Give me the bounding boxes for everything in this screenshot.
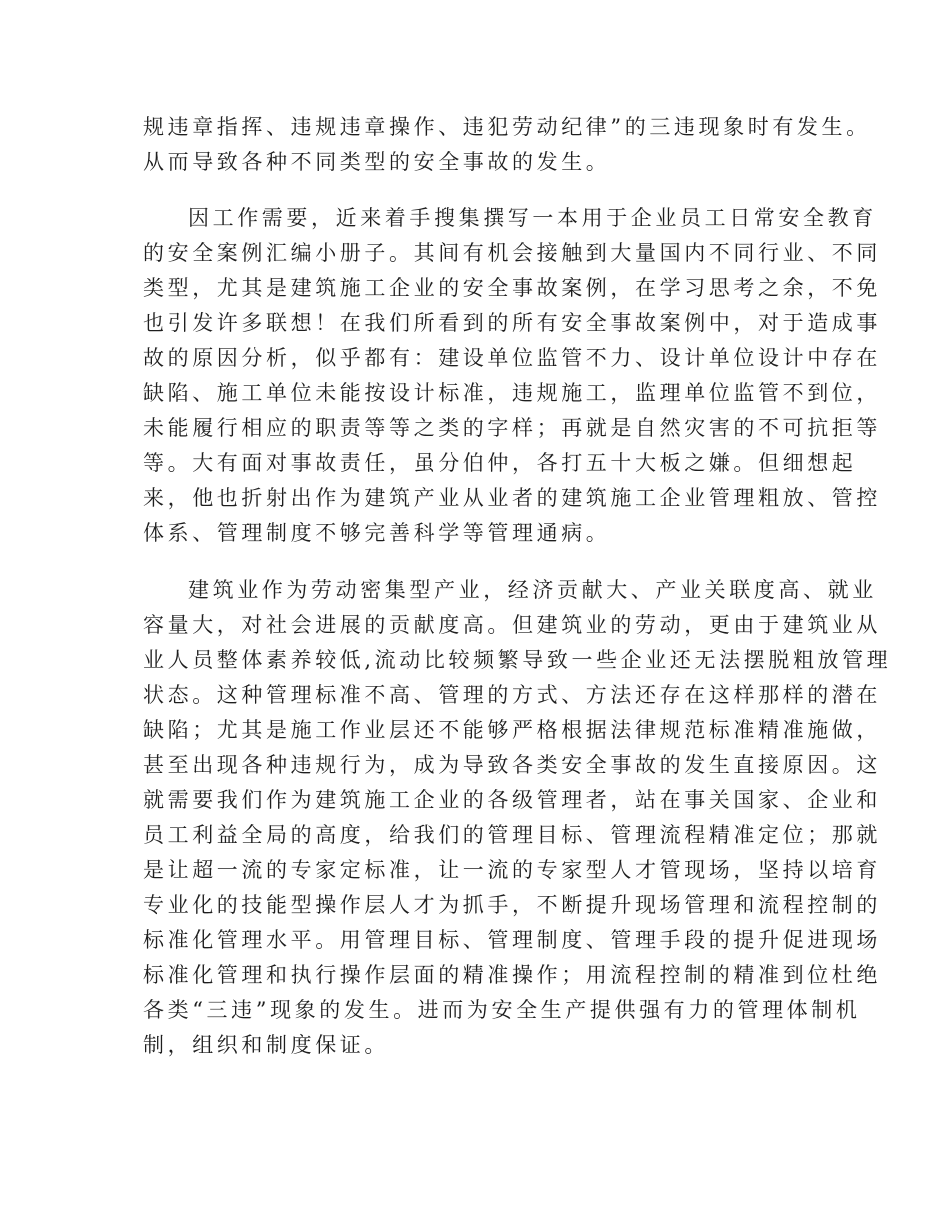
text-line: 故的原因分析，似乎都有：建设单位监管不力、设计单位设计中存在 — [143, 346, 881, 370]
text-line: 缺陷、施工单位未能按设计标准，违规施工，监理单位监管不到位， — [143, 381, 881, 405]
text-line: 规违章指挥、违规违章操作、违犯劳动纪律”的三违现象时有发生。 — [143, 115, 871, 139]
text-line: 标准化管理和执行操作层面的精准操作；用流程控制的精准到位杜绝 — [143, 963, 881, 987]
text-line: 体系、管理制度不够完善科学等管理通病。 — [143, 521, 611, 545]
text-line: 因工作需要，近来着手搜集撰写一本用于企业员工日常安全教育 — [188, 206, 877, 230]
text-line: 专业化的技能型操作层人才为抓手，不断提升现场管理和流程控制的 — [143, 893, 881, 917]
text-line: 各类“三违”现象的发生。进而为安全生产提供强有力的管理体制机 — [143, 998, 861, 1022]
text-line: 状态。这种管理标准不高、管理的方式、方法还存在这样那样的潜在 — [143, 683, 881, 707]
text-line: 也引发许多联想！在我们所看到的所有安全事故案例中，对于造成事 — [143, 311, 881, 335]
text-line: 缺陷；尤其是施工作业层还不能够严格根据法律规范标准精准施做， — [143, 718, 881, 742]
text-line: 业人员整体素养较低,流动比较频繁导致一些企业还无法摆脱粗放管理 — [143, 648, 892, 672]
text-line: 未能履行相应的职责等等之类的字样；再就是自然灾害的不可抗拒等 — [143, 416, 881, 440]
text-line: 容量大，对社会进展的贡献度高。但建筑业的劳动，更由于建筑业从 — [143, 613, 881, 637]
text-line: 是让超一流的专家定标准，让一流的专家型人才管现场，坚持以培育 — [143, 858, 881, 882]
text-line: 制，组织和制度保证。 — [143, 1033, 389, 1057]
text-line: 等。大有面对事故责任，虽分伯仲，各打五十大板之嫌。但细想起 — [143, 451, 857, 475]
text-line: 甚至出现各种违规行为，成为导致各类安全事故的发生直接原因。这 — [143, 753, 881, 777]
text-line: 从而导致各种不同类型的安全事故的发生。 — [143, 150, 611, 174]
text-line: 来，他也折射出作为建筑产业从业者的建筑施工企业管理粗放、管控 — [143, 486, 881, 510]
text-line: 建筑业作为劳动密集型产业，经济贡献大、产业关联度高、就业 — [188, 578, 877, 602]
text-line: 就需要我们作为建筑施工企业的各级管理者，站在事关国家、企业和 — [143, 788, 881, 812]
text-line: 类型，尤其是建筑施工企业的安全事故案例，在学习思考之余，不免 — [143, 276, 881, 300]
text-line: 的安全案例汇编小册子。其间有机会接触到大量国内不同行业、不同 — [143, 241, 881, 265]
text-line: 标准化管理水平。用管理目标、管理制度、管理手段的提升促进现场 — [143, 928, 881, 952]
text-line: 员工利益全局的高度，给我们的管理目标、管理流程精准定位；那就 — [143, 823, 881, 847]
